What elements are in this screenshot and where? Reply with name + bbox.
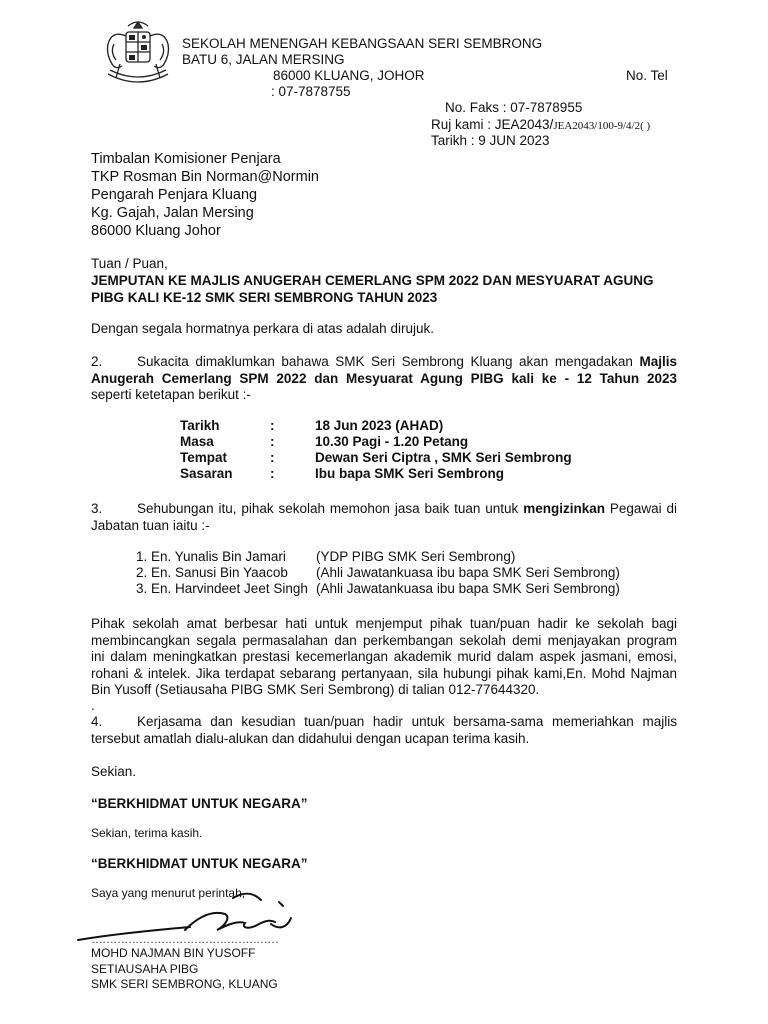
saya-yang-menurut: Saya yang menurut perintah, xyxy=(91,886,246,900)
stray-dot: . xyxy=(91,698,95,713)
coat-of-arms-logo xyxy=(100,18,176,90)
detail-label: Sasaran xyxy=(180,466,233,481)
officer-name: 2. En. Sanusi Bin Yaacob xyxy=(136,565,288,580)
para3-line1: Sehubungan itu, pihak sekolah memohon jasa baik tuan untuk mengizinkan Pegawai di xyxy=(137,501,678,516)
reference-number: Ruj kami : JEA2043/JEA2043/100-9/4/2( ) xyxy=(431,117,651,132)
detail-label: Tempat xyxy=(180,450,228,465)
detail-value: 10.30 Pagi - 1.20 Petang xyxy=(315,434,469,449)
detail-value: Ibu bapa SMK Seri Sembrong xyxy=(315,466,505,481)
officer-name: 1. En. Yunalis Bin Jamari xyxy=(136,549,286,564)
officer-list xyxy=(136,549,620,597)
para3-line2: Jabatan tuan iaitu :- xyxy=(91,518,210,533)
recipient-line: 86000 Kluang Johor xyxy=(91,223,221,239)
para2-number: 2. xyxy=(91,354,103,369)
subject-line2: PIBG KALI KE-12 SMK SERI SEMBRONG TAHUN 2023 xyxy=(91,290,438,305)
invite-line3: ini dalam meningkatkan prestasi kecemerlangan akademik murid dalam aspek jasmani, emosi, xyxy=(91,649,677,664)
tel-label: No. Tel xyxy=(626,68,668,83)
detail-colon: : xyxy=(270,418,275,433)
officer-name: 3. En. Harvindeet Jeet Singh xyxy=(136,581,308,596)
detail-value: Dewan Seri Ciptra , SMK Seri Sembrong xyxy=(315,450,572,465)
recipient-line: Timbalan Komisioner Penjara xyxy=(91,151,281,167)
detail-value: 18 Jun 2023 (AHAD) xyxy=(315,418,444,433)
motto: “BERKHIDMAT UNTUK NEGARA” xyxy=(91,856,308,871)
para2-line2: Anugerah Cemerlang SPM 2022 dan Mesyuarat Agung PIBG kali ke - 12 Tahun 2023 xyxy=(91,371,677,386)
letter-date: Tarikh : 9 JUN 2023 xyxy=(431,133,550,148)
detail-colon: : xyxy=(270,466,275,481)
sekian: Sekian. xyxy=(91,764,137,779)
para4-number: 4. xyxy=(91,714,103,729)
list-item xyxy=(136,581,620,597)
para3-number: 3. xyxy=(91,501,103,516)
signatory-school: SMK SERI SEMBRONG, KLUANG xyxy=(91,977,278,991)
recipient-line: Kg. Gajah, Jalan Mersing xyxy=(91,205,254,221)
signatory-name: MOHD NAJMAN BIN YUSOFF xyxy=(91,946,256,960)
tel-value: : 07-7878755 xyxy=(271,84,351,99)
officer-role: (Ahli Jawatankuasa ibu bapa SMK Seri Sembrong) xyxy=(316,581,620,596)
school-name: SEKOLAH MENENGAH KEBANGSAAN SERI SEMBRONG xyxy=(182,36,543,51)
address-line2: 86000 KLUANG, JOHOR xyxy=(273,68,425,83)
address-line1: BATU 6, JALAN MERSING xyxy=(182,52,345,67)
recipient-line: Pengarah Penjara Kluang xyxy=(91,187,258,203)
list-item xyxy=(136,565,620,581)
para4-line1: Kerjasama dan kesudian tuan/puan hadir untuk bersama-sama memeriahkan majlis xyxy=(137,714,677,729)
detail-label: Masa xyxy=(180,434,214,449)
recipient-line: TKP Rosman Bin Norman@Normin xyxy=(91,169,319,185)
para4-line2: tersebut amatlah dialu-alukan dan didahului dengan ucapan terima kasih. xyxy=(91,731,530,746)
detail-label: Tarikh xyxy=(180,418,220,433)
list-item xyxy=(136,549,516,565)
detail-colon: : xyxy=(270,434,275,449)
invite-line4: rohani & intelek. Jika terdapat sebarang pertanyaan, sila hubungi pihak kami,En. Mohd Najman xyxy=(91,666,677,681)
officer-role: (Ahli Jawatankuasa ibu bapa SMK Seri Sembrong) xyxy=(316,565,620,580)
signature-line: …………………………………………… xyxy=(91,932,278,946)
motto: “BERKHIDMAT UNTUK NEGARA” xyxy=(91,796,308,811)
salutation: Tuan / Puan, xyxy=(91,256,168,271)
invite-line2: membincangkan segala permasalahan dan perkembangan sekolah demi menjayakan program xyxy=(91,633,677,648)
subject-line1: JEMPUTAN KE MAJLIS ANUGERAH CEMERLANG SPM 2022 DAN MESYUARAT AGUNG xyxy=(91,273,654,288)
invite-line1: Pihak sekolah amat berbesar hati untuk menjemput pihak tuan/puan hadir ke sekolah bagi xyxy=(91,616,677,631)
para2-line1: Sukacita dimaklumkan bahawa SMK Seri Sembrong Kluang akan mengadakan Majlis xyxy=(137,354,677,369)
invite-line5: Bin Yusoff (Setiausaha PIBG SMK Seri Sembrong) di talian 012-77644320. xyxy=(91,682,540,697)
intro-paragraph: Dengan segala hormatnya perkara di atas adalah dirujuk. xyxy=(91,321,434,336)
detail-colon: : xyxy=(270,450,275,465)
fax-number: No. Faks : 07-7878955 xyxy=(445,100,583,115)
officer-role: (YDP PIBG SMK Seri Sembrong) xyxy=(316,549,516,564)
para2-line3: seperti ketetapan berikut :- xyxy=(91,387,251,402)
signatory-title: SETIAUSAHA PIBG xyxy=(91,962,199,976)
sekian-terima-kasih: Sekian, terima kasih. xyxy=(91,826,203,840)
